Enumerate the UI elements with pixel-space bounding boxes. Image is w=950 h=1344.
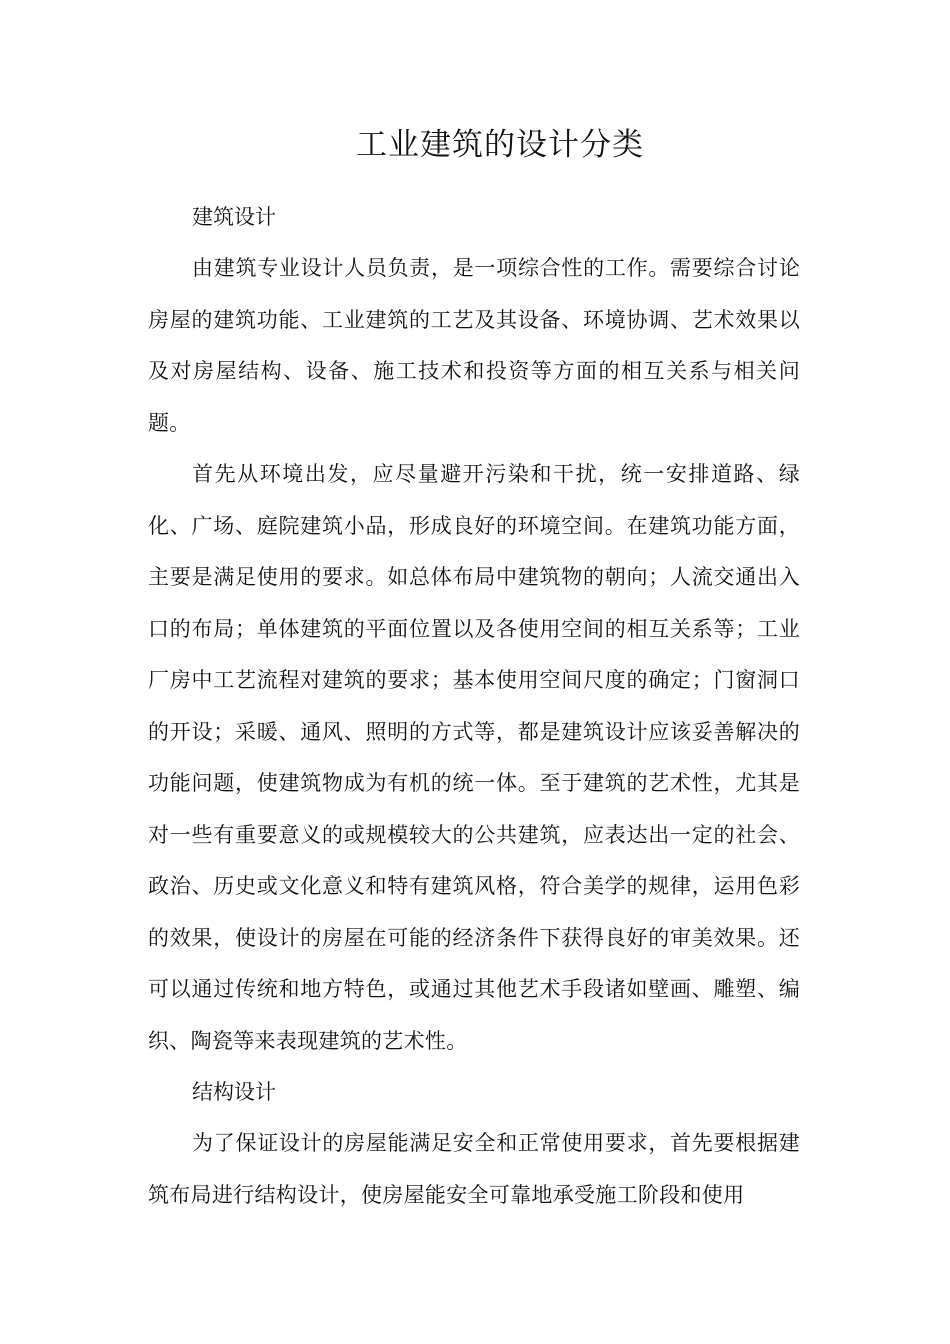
paragraph: 首先从环境出发，应尽量避开污染和干扰，统一安排道路、绿化、广场、庭院建筑小品，形成良好的环境空间。在建筑功能方面，主要是满足使用的要求。如总体布局中建筑物的朝向；人流交通出入口的布局；单体建筑的平面位置以及各使用空间的相互关系等；工业厂房中工艺流程对建筑的要求；基本使用空间尺度的确定；门窗洞口的开设；采暖、通风、照明的方式等，都是建筑设计应该妥善解决的功能问题，使建筑物成为有机的统一体。至于建筑的艺术性，尤其是对一些有重要意义的或规模较大的公共建筑，应表达出一定的社会、政治、历史或文化意义和特有建筑风格，符合美学的规律，运用色彩的效果，使设计的房屋在可能的经济条件下获得良好的审美效果。还可以通过传统和地方特色，或通过其他艺术手段诸如壁画、雕塑、编织、陶瓷等来表现建筑的艺术性。 xyxy=(148,462,800,1053)
paragraph: 为了保证设计的房屋能满足安全和正常使用要求，首先要根据建筑布局进行结构设计，使房屋能安全可靠地承受施工阶段和使用 xyxy=(148,1131,800,1207)
document-body xyxy=(148,120,800,1221)
section-architectural-design xyxy=(148,192,800,1067)
section-heading: 建筑设计 xyxy=(192,205,276,229)
paragraph: 由建筑专业设计人员负责，是一项综合性的工作。需要综合讨论房屋的建筑功能、工业建筑的工艺及其设备、环境协调、艺术效果以及对房屋结构、设备、施工技术和投资等方面的相互关系与相关问题。 xyxy=(148,256,800,435)
document-title: 工业建筑的设计分类 xyxy=(356,127,644,163)
section-structural-design xyxy=(148,1067,800,1221)
section-heading: 结构设计 xyxy=(192,1080,276,1104)
